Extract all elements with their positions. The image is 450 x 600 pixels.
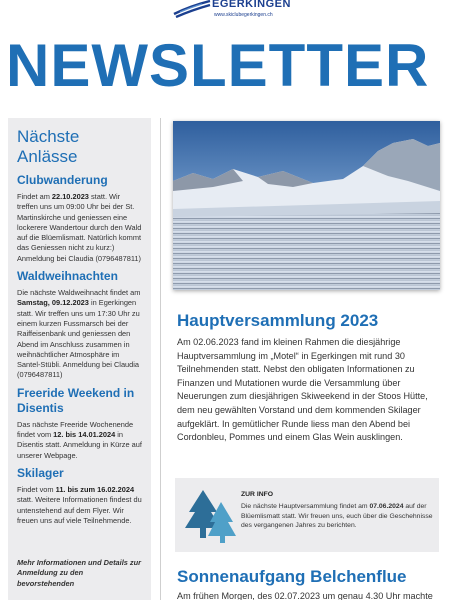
logo-url[interactable]: www.skiclubegerkingen.ch	[214, 12, 273, 18]
article-title: Hauptversammlung 2023	[177, 311, 379, 330]
sidebar-title: Nächste Anlässe	[17, 127, 80, 166]
column-divider	[160, 118, 161, 600]
event-text: Das nächste Freeride Wochenende findet vom 12. bis 14.01.2024 in Disentis statt. Anmeldung in Kürze auf unserer Webpage.	[17, 419, 142, 460]
upcoming-events-sidebar	[8, 118, 151, 600]
info-box	[175, 478, 439, 552]
event-skilager	[17, 466, 142, 526]
newsletter-header	[0, 0, 450, 105]
event-heading: Waldweihnachten	[17, 269, 118, 284]
event-text: Findet am 22.10.2023 statt. Wir treffen uns um 09:00 Uhr bei der St. Martinskirche und geniessen eine lockerere Wandertour durch den Wald auf die Blüemlismatt. Natürlich kommt das Geniessen nicht zu kurz:) Anmeldung bei Claudia (0796487811)	[17, 192, 142, 263]
event-clubwanderung	[17, 173, 142, 264]
event-freeride-weekend	[17, 386, 142, 461]
event-waldweihnachten	[17, 269, 142, 381]
logo-name: EGERKINGEN	[212, 0, 291, 10]
event-heading: Skilager	[17, 465, 64, 480]
event-heading: Freeride Weekend in Disentis	[17, 385, 135, 415]
ski-slope-photo	[173, 121, 440, 290]
event-text: Findet vom 11. bis zum 16.02.2024 statt. Weitere Informationen findest du untenstehend auf dem Flyer. Wir freuen uns auf viele Teilnehmende.	[17, 484, 142, 525]
more-info-note: Mehr Informationen und Details zur Anmeldung zu den bevorstehenden	[17, 558, 142, 588]
article2-body: Am frühen Morgen, des 02.07.2023 um genau 4.30 Uhr machte	[177, 591, 433, 600]
event-text: Die nächste Waldweihnacht findet am Samstag, 09.12.2023 in Egerkingen statt. Wir treffen uns um 17:30 Uhr zu einem kurzen Fussmarsch bei der Raiffeisenbank und geniessen den Abend im Anschluss zusammen in weihnächtlicher Atmosphäre im Santel-Stübli. Anmeldung bei Claudia (0796487811)	[17, 288, 141, 380]
article-body: Am 02.06.2023 fand im kleinen Rahmen die diesjährige Hauptversammlung im „Motel“ in Egerkingen mit rund 30 Teilnehmenden statt. Nebst den obligaten Informationen zu Finanzen und Mutationen wurde die Versammlung über Neuerungen zum diesjährigen Skiweekend in der Stoos Hütte, dem neu gewählten Vorstand und dem kommenden Skilager aufgeklärt. In gemütlicher Runde liess man den Abend bei Cordonbleu, Pommes und einem Glas Wein ausklingen.	[177, 337, 428, 443]
club-logo[interactable]	[172, 0, 292, 22]
masthead-title: NEWSLETTER	[6, 32, 430, 99]
fir-trees-icon	[181, 488, 237, 544]
skier-swoosh-icon	[172, 0, 212, 18]
info-text: Die nächste Hauptversammlung findet am 07.06.2024 auf der Blüemlismatt statt. Wir freuen uns, euch über die Geschehnisse des vergangenen Jahres zu berichten.	[241, 503, 433, 530]
info-title: ZUR INFO	[241, 491, 274, 498]
article2-title: Sonnenaufgang Belchenflue	[177, 567, 407, 586]
event-heading: Clubwanderung	[17, 173, 108, 187]
